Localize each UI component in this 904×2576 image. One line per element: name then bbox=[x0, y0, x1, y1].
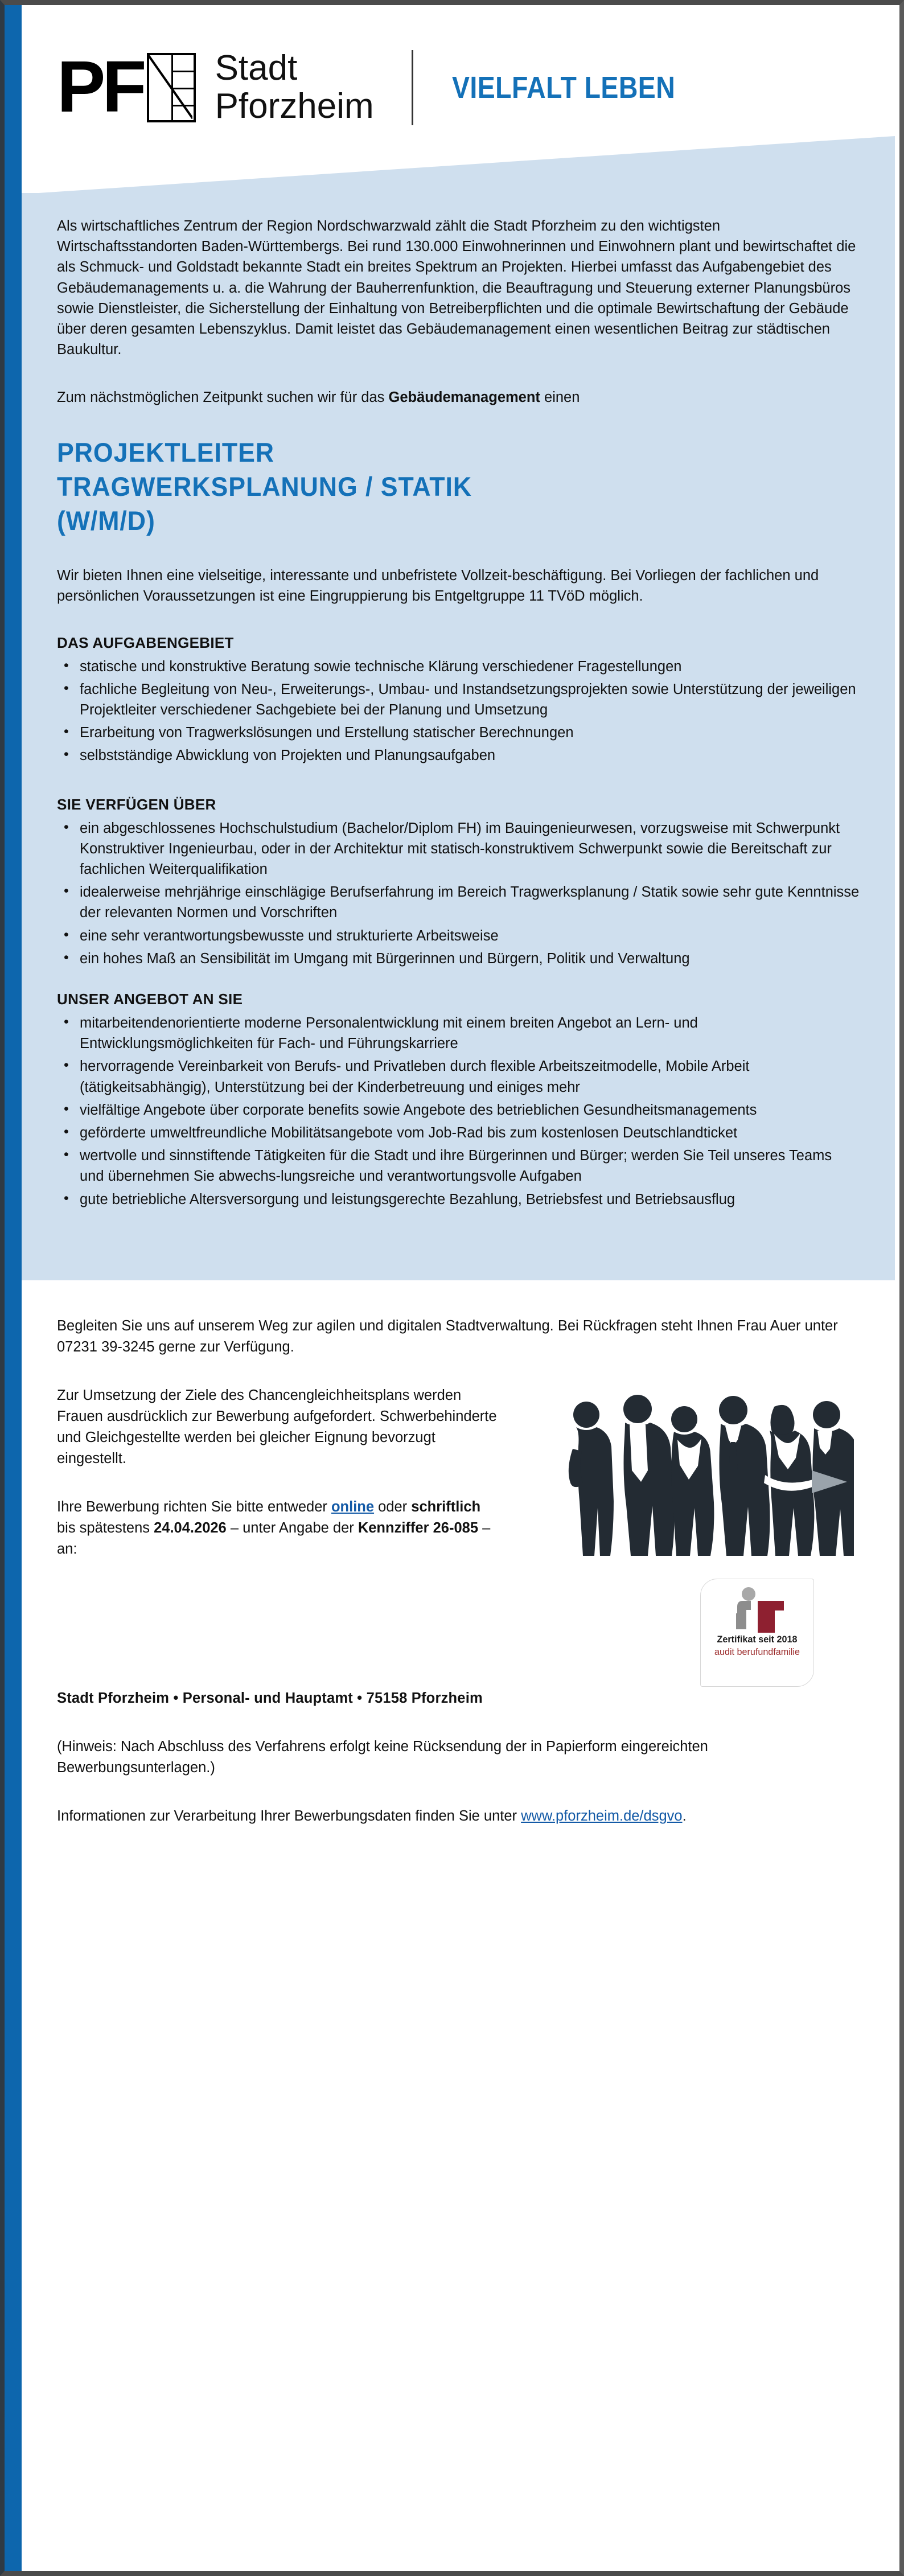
section-bullet-list bbox=[57, 656, 860, 766]
list-item: • fachliche Begleitung von Neu-, Erweiterungs-, Umbau- und Instandsetzungsprojekten sowie Unterstützung der jeweiligen Projektleiter verschiedener Sachgebiete bei der Planung und Umsetzung bbox=[76, 679, 860, 720]
section-heading: UNSER ANGEBOT AN SIE bbox=[57, 990, 243, 1008]
privacy-text-after: . bbox=[682, 1807, 687, 1824]
list-item: • eine sehr verantwortungsbewusste und strukturierte Arbeitsweise bbox=[76, 926, 860, 946]
page-header bbox=[22, 5, 895, 193]
job-title-line-2: TRAGWERKSPLANUNG / STATIK bbox=[57, 471, 472, 502]
list-item: • wertvolle und sinnstiftende Tätigkeiten für die Stadt und ihre Bürgerinnen und Bürger; werden Sie Teil unseres Teams und übernehmen Sie abwechs-lungsreiche und verantwortungsvolle Aufgaben bbox=[76, 1145, 860, 1186]
job-title bbox=[57, 436, 820, 538]
footer-artwork-column bbox=[518, 1385, 860, 1657]
employer-address: Stadt Pforzheim • Personal- und Hauptamt • 75158 Pforzheim bbox=[57, 1690, 483, 1706]
application-text-2: oder bbox=[374, 1498, 412, 1515]
list-item: • statische und konstruktive Beratung sowie technische Klärung verschiedener Fragestellungen bbox=[76, 656, 860, 677]
intro-paragraph: Als wirtschaftliches Zentrum der Region Nordschwarzwald zählt die Stadt Pforzheim zu den wichtigsten Wirtschaftsstandorten Baden-Württembergs. Bei rund 130.000 Einwohnerinnen und Einwohnern plant und bewirtschaftet die als Schmuck- und Goldstadt bekannte Stadt ein breites Spektrum an Projekten. Hierbei umfasst das Aufgabengebiet des Gebäudemanagements u. a. die Wahrung der Bauherrenfunktion, die Beauftragung und Steuerung externer Planungsbüros sowie Dienstleister, die Sicherstellung der Einhaltung von Betreiberpflichten und die optimale Bewirtschaftung der Gebäude über deren gesamten Lebenszyklus. Damit leistet das Gebäudemanagement einen wesentlichen Beitrag zur städtischen Baukultur. bbox=[57, 218, 856, 358]
city-name-line2: Pforzheim bbox=[215, 86, 374, 126]
search-line-before: Zum nächstmöglichen Zeitpunkt suchen wir für das bbox=[57, 389, 389, 406]
list-item: • Erarbeitung von Tragwerkslösungen und Erstellung statischer Berechnungen bbox=[76, 722, 860, 743]
badge-line-1: Zertifikat seit 2018 bbox=[717, 1633, 798, 1645]
badge-line-2: audit berufundfamilie bbox=[714, 1646, 800, 1657]
contact-paragraph: Begleiten Sie uns auf unserem Weg zur agilen und digitalen Stadtverwaltung. Bei Rückfragen steht Ihnen Frau Auer unter 07231 39-3245 gerne zur Verfügung. bbox=[57, 1317, 838, 1355]
application-text-5 bbox=[429, 1520, 433, 1536]
application-kennziffer-label: Kennziffer bbox=[358, 1519, 429, 1536]
return-note: (Hinweis: Nach Abschluss des Verfahrens erfolgt keine Rücksendung der in Papierform eingereichten Bewerbungsunterlagen.) bbox=[57, 1738, 708, 1776]
header-divider bbox=[412, 50, 413, 125]
business-people-silhouette-icon bbox=[535, 1385, 854, 1556]
brand-logo bbox=[57, 46, 712, 128]
city-name bbox=[215, 50, 374, 126]
pf-monogram: PF bbox=[57, 46, 143, 128]
list-item: • idealerweise mehrjährige einschlägige Berufserfahrung im Bereich Tragwerksplanung / Statik sowie sehr gute Kenntnisse der relevanten Normen und Vorschriften bbox=[76, 882, 860, 923]
section-bullet-list bbox=[57, 818, 860, 969]
equality-paragraph: Zur Umsetzung der Ziele des Chancengleichheitsplans werden Frauen ausdrücklich zur Bewerbung aufgefordert. Schwerbehinderte und Gleichgestellte werden bei gleicher Eignung bevorzugt eingestellt. bbox=[57, 1387, 497, 1466]
application-kennziffer-value: 26-085 bbox=[433, 1519, 479, 1536]
pforzheim-building-mark-icon bbox=[147, 53, 196, 122]
privacy-paragraph bbox=[57, 1806, 860, 1827]
privacy-text-before: Informationen zur Verarbeitung Ihrer Bewerbungsdaten finden Sie unter bbox=[57, 1807, 521, 1824]
search-line-after: einen bbox=[540, 389, 580, 406]
search-line bbox=[57, 387, 860, 408]
audit-berufundfamilie-badge bbox=[700, 1579, 814, 1687]
job-title-line-1: PROJEKTLEITER bbox=[57, 437, 275, 467]
brand-claim: VIELFALT LEBEN bbox=[451, 70, 675, 105]
application-written: schriftlich bbox=[411, 1498, 481, 1515]
section-sie-verfuegen-ueber bbox=[57, 796, 860, 969]
list-item: • vielfältige Angebote über corporate benefits sowie Angebote des betrieblichen Gesundheitsmanagements bbox=[76, 1100, 860, 1120]
section-heading: DAS AUFGABENGEBIET bbox=[57, 634, 234, 651]
section-heading: SIE VERFÜGEN ÜBER bbox=[57, 795, 216, 813]
city-name-line1: Stadt bbox=[215, 48, 298, 88]
application-text-3: bis spätestens bbox=[57, 1519, 154, 1536]
list-item: • hervorragende Vereinbarkeit von Berufs- und Privatleben durch flexible Arbeitszeitmodelle, Mobile Arbeit (tätigkeitsabhängig), Unterstützung bei der Kinderbetreuung und einiges mehr bbox=[76, 1056, 860, 1097]
section-bullet-list bbox=[57, 1013, 860, 1210]
offer-summary-paragraph: Wir bieten Ihnen eine vielseitige, interessante und unbefristete Vollzeit-beschäftigung. Bei Vorliegen der fachlichen und persönlichen Voraussetzungen ist eine Eingruppierung bis Entgeltgruppe 11 TVöD möglich. bbox=[57, 568, 819, 605]
online-application-link[interactable]: online bbox=[331, 1498, 375, 1515]
section-unser-angebot-an-sie bbox=[57, 991, 860, 1210]
list-item: • selbstständige Abwicklung von Projekten und Planungsaufgaben bbox=[76, 745, 860, 766]
badge-symbol-icon bbox=[701, 1586, 813, 1634]
list-item: • gute betriebliche Altersversorgung und leistungsgerechte Bezahlung, Betriebsfest und Betriebsausflug bbox=[76, 1189, 860, 1210]
header-diagonal-wedge bbox=[22, 120, 895, 193]
application-paragraph bbox=[57, 1497, 501, 1560]
main-content-panel bbox=[22, 193, 895, 1280]
footer-zone bbox=[22, 1280, 895, 1850]
application-text-4: – unter Angabe der bbox=[226, 1519, 358, 1536]
section-das-aufgabengebiet bbox=[57, 634, 860, 766]
list-item: • geförderte umweltfreundliche Mobilitätsangebote vom Job-Rad bis zum kostenlosen Deutschlandticket bbox=[76, 1123, 860, 1143]
application-text-1: Ihre Bewerbung richten Sie bitte entweder bbox=[57, 1498, 331, 1515]
list-item: • mitarbeitendenorientierte moderne Personalentwicklung mit einem breiten Angebot an Lern- und Entwicklungsmöglichkeiten für Fach- und Führungskarriere bbox=[76, 1013, 860, 1054]
application-deadline: 24.04.2026 bbox=[154, 1519, 227, 1536]
application-text-6: – an: bbox=[57, 1519, 491, 1557]
list-item: • ein abgeschlossenes Hochschulstudium (Bachelor/Diplom FH) im Bauingenieurwesen, vorzugsweise mit Schwerpunkt Konstruktiver Ingenieurbau, oder in der Architektur mit statisch-konstruktivem Schwerpunkt sowie die Bereitschaft zur fachlichen Weiterqualifikation bbox=[76, 818, 860, 880]
list-item: • ein hohes Maß an Sensibilität im Umgang mit Bürgerinnen und Bürgern, Politik und Verwaltung bbox=[76, 948, 860, 969]
left-accent-bar bbox=[5, 5, 22, 2571]
job-title-line-3: (W/M/D) bbox=[57, 505, 155, 536]
search-line-department: Gebäudemanagement bbox=[388, 389, 540, 406]
privacy-policy-link[interactable]: www.pforzheim.de/dsgvo bbox=[521, 1807, 683, 1824]
